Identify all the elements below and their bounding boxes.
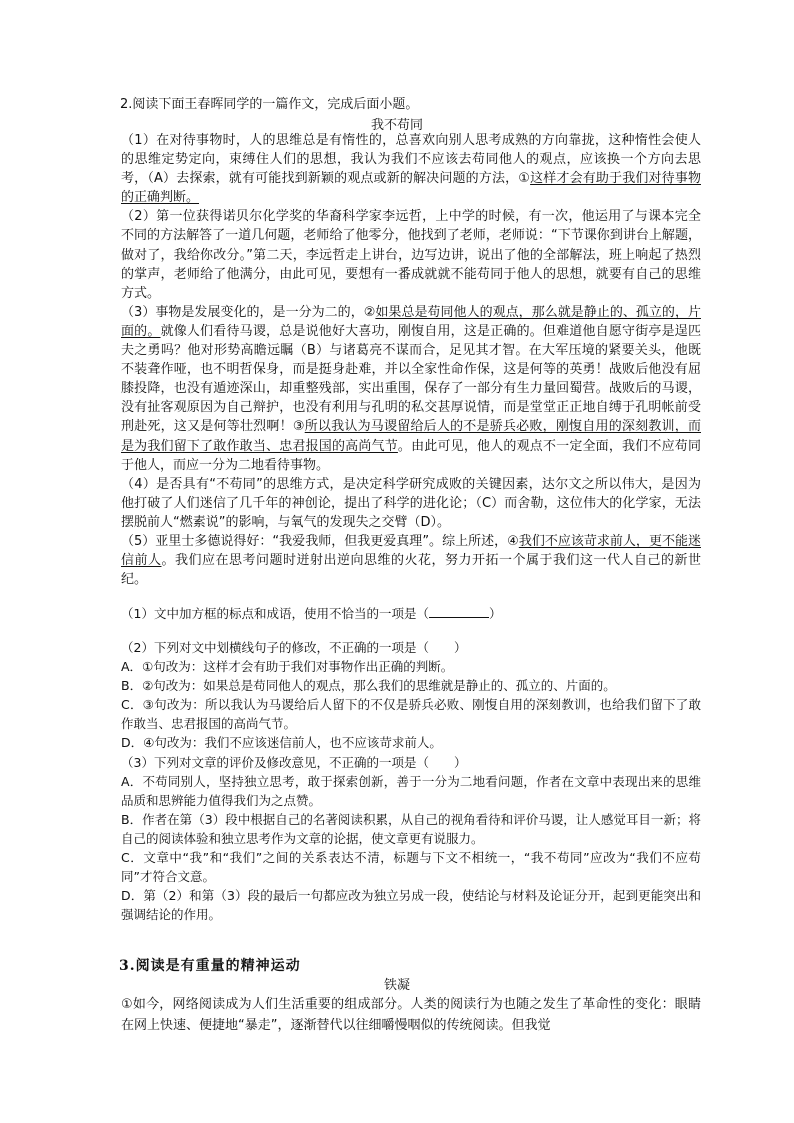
sub-question-2 [121, 638, 701, 924]
underlined-sentence-2: 如果总是苟同他人的观点，那么就是静止的、孤立的，片面的。 [121, 304, 701, 339]
essay-paragraph-4: （4）是否具有“不苟同”的思维方式，是决定科学研究成败的关键因素，达尔文之所以伟大，是因为他打破了人们迷信了几千年的神创论，提出了科学的进化论；（C）而舍勒，这位伟大的化学家，无法摆脱前人“燃素说”的影响，与氧气的发现失之交臂（D）。 [121, 476, 701, 530]
sub-question-3-stem: （3）下列对文章的评价及修改意见，不正确的一项是（ ） [121, 754, 467, 770]
option-3d: D．第（2）和第（3）段的最后一句都应改为独立另成一段，使结论与材料及论证分开，起到更能突出和强调结论的作用。 [121, 888, 701, 923]
underlined-sentence-4: 我们不应该苛求前人，更不能迷信前人 [121, 533, 701, 569]
option-2d: D．④句改为：我们不应该迷信前人，也不应该苛求前人。 [121, 735, 442, 751]
essay-paragraph-1: （1）在对待事物时，人的思维总是有惰性的，总喜欢向别人思考成熟的方向靠拢，这种惰性会使人的思维定势定向，束缚住人们的思想，我认为我们不应该去苟同他人的观点，应该换一个方向去思考，（A）去探索，就有可能找到新颖的观点或新的解决问题的方法，①这样才会有助于我们对待事物的正确判断。 [121, 133, 701, 206]
essay-body [121, 131, 701, 589]
essay-paragraph-3: （3）事物是发展变化的，是一分为二的，②如果总是苟同他人的观点，那么就是静止的、孤立的，片面的。就像人们看待马谡，总是说他好大喜功，刚愎自用，这是正确的。但难道他自愿守街亭是逞匹夫之勇吗？他对形势高瞻远瞩（B）与诸葛亮不谋而合，足见其才智。在大军压境的紧要关头，他既不装聋作哑，也不明哲保身，而是挺身赴难，并以全家性命作保，这是何等的英勇！战败后他没有屈膝投降，也没有遁迹深山，却重整残部，实出重围，保存了一部分有生力量回蜀营。战败后的马谡，没有扯客观原因为自己辩护，也没有利用与孔明的私交甚厚说情，而是堂堂正正地自缚于孔明帐前受刑赴死，这又是何等壮烈啊！③所以我认为马谡留给后人的不是骄兵必败，刚愎自用的深刻教训，而是为我们留下了敢作敢当、忠君报国的高尚气节。由此可见，他人的观点不一定全面，我们不应苟同于他人，而应一分为二地看待事物。 [121, 304, 701, 473]
option-2b: B．②句改为：如果总是苟同他人的观点，那么我们的思维就是静止的、孤立的、片面的。 [121, 678, 616, 694]
essay-paragraph-5: （5）亚里士多德说得好：“我爱我师，但我更爱真理”。综上所述，④我们不应该苛求前人，更不能迷信前人。我们应在思考问题时迸射出逆向思维的火花，努力开拓一个属于我们这一代人自己的新世纪。 [121, 533, 701, 588]
underlined-sentence-3: 所以我认为马谡留给后人的不是骄兵必败，刚愎自用的深刻教训，而是为我们留下了敢作敢当、忠君报国的高尚气节 [121, 419, 701, 454]
answer-blank[interactable] [429, 605, 489, 618]
essay-paragraph-2: （2）第一位获得诺贝尔化学奖的华裔科学家李远哲，上中学的时候，有一次，他运用了与课本完全不同的方法解答了一道几何题，老师给了他零分，他找到了老师，老师说：“下节课你到讲台上解题，做对了，我给你改分。”第二天，李远哲走上讲台，边写边讲，说出了他的全部解法，班上响起了热烈的掌声，老师给了他满分，由此可见，要想有一番成就就不能苟同于他人的思想，就要有自己的思维方式。 [121, 209, 701, 301]
article-paragraph-1: ①如今，网络阅读成为人们生活重要的组成部分。人类的阅读行为也随之发生了革命性的变化：眼睛在网上快速、便捷地“暴走”，逐渐替代以往细嚼慢咽似的传统阅读。但我觉 [121, 997, 701, 1033]
option-2c: C．③句改为：所以我认为马谡给后人留下的不仅是骄兵必败、刚愎自用的深刻教训，也给我们留下了敢作敢当、忠君报国的高尚气节。 [121, 697, 701, 732]
question-2-heading: 2.阅读下面王春晖同学的一篇作文，完成后面小题。 [120, 97, 419, 112]
sub-question-2-stem: （2）下列对文中划横线句子的修改，不正确的一项是（ ） [121, 640, 467, 655]
option-3a: A．不苟同别人，坚持独立思考，敢于探索创新，善于一分为二地看问题，作者在文章中表现出来的思维品质和思辨能力值得我们为之点赞。 [121, 773, 701, 808]
article-author: 铁凝 [383, 978, 410, 993]
underlined-sentence-1: 这样才会有助于我们对待事物的正确判断。 [121, 171, 701, 206]
sub-question-1: （1）文中加方框的标点和成语，使用不恰当的一项是（ ） [121, 606, 502, 621]
essay-title: 我不苟同 [370, 118, 423, 133]
option-2a: A．①句改为：这样才会有助于我们对事物作出正确的判断。 [121, 659, 454, 675]
question-3-heading: 3.阅读是有重量的精神运动 [119, 958, 301, 974]
option-3b: B．作者在第（3）段中根据自己的名著阅读积累，从自己的视角看待和评价马谡，让人感觉耳目一新；将自己的阅读体验和独立思考作为文章的论据，使文章更有说服力。 [121, 811, 701, 846]
option-3c: C．文章中“我”和“我们”之间的关系表达不清，标题与下文不相统一，“我不苟同”应改为“我们不应苟同”才符合文意。 [121, 850, 701, 885]
article-body [121, 994, 701, 1036]
